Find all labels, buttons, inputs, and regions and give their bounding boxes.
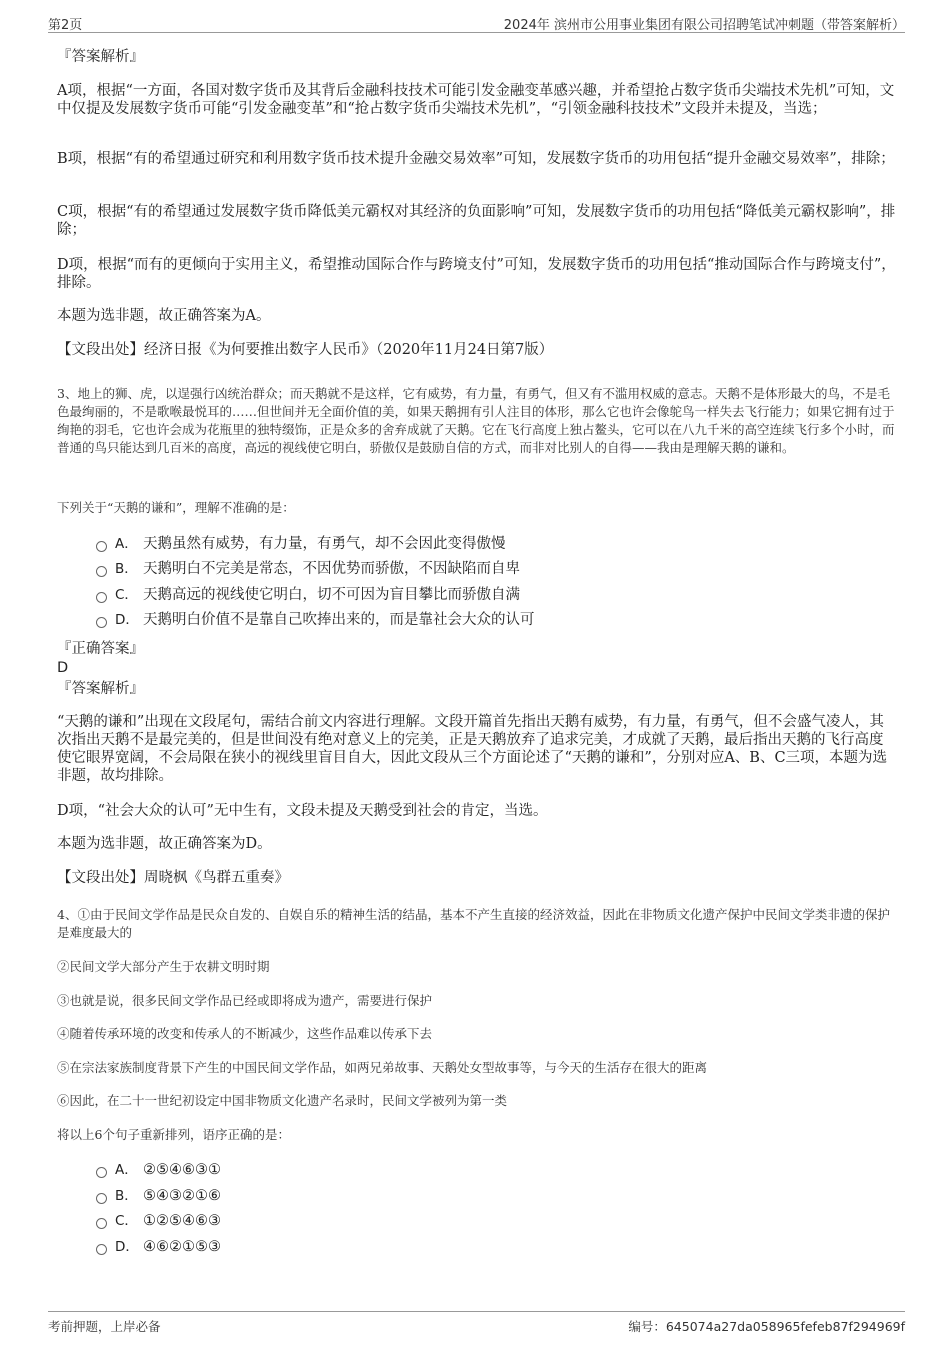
page-header (48, 10, 905, 33)
radio-button[interactable] (96, 1218, 107, 1229)
q4-sentence-3: ③也就是说，很多民间文学作品已经或即将成为遗产，需要进行保护 (57, 993, 433, 1008)
q2-analysis-option-b: B项，根据“有的希望通过研究和利用数字货币技术提升金融交易效率”可知，发展数字货币的功用包括“提升金融交易效率”，排除； (57, 151, 895, 167)
q3-analysis-option-d: D项，“社会大众的认可”无中生有，文段未提及天鹅受到社会的肯定，当选。 (57, 803, 548, 819)
document-code: 编号：645074a27da058965fefeb87f294969f (628, 1319, 905, 1334)
q3-analysis-label: 『答案解析』 (57, 681, 144, 697)
q2-conclusion: 本题为选非题，故正确答案为A。 (57, 308, 271, 324)
q3-analysis-text: “天鹅的谦和”出现在文段尾句，需结合前文内容进行理解。文段开篇首先指出天鹅有威势，有力量，有勇气，但不会盛气凌人，其次指出天鹅不是最完美的，但是世间没有绝对意义上的完美，正是天鹅放弃了追求完美，才成就了天鹅，最后指出天鹅的飞行高度使它眼界宽阔，不会局限在狭小的视线里盲目自大，因此文段从三个方面论述了“天鹅的谦和”，分别对应A、B、C三项，本题为选非题，故均排除。 (57, 714, 888, 784)
q3-question: 下列关于“天鹅的谦和”，理解不准确的是： (57, 500, 295, 515)
q2-analysis-option-d: D项，根据“而有的更倾向于实用主义，希望推动国际合作与跨境支付”可知，发展数字货币的功用包括“推动国际合作与跨境支付”，排除。 (57, 257, 896, 291)
q3-answer: D (57, 660, 69, 676)
q3-option-a[interactable]: A． 天鹅虽然有威势，有力量，有勇气，却不会因此变得傲慢 (96, 534, 506, 554)
radio-button[interactable] (96, 1167, 107, 1178)
radio-button[interactable] (96, 566, 107, 577)
q3-answer-label: 『正确答案』 (57, 641, 144, 657)
q4-option-d[interactable]: D． ④⑥②①⑤③ (96, 1237, 221, 1257)
radio-button[interactable] (96, 1244, 107, 1255)
q2-source: 【文段出处】经济日报《为何要推出数字人民币》（2020年11月24日第7版） (57, 342, 554, 358)
q3-passage: 3、地上的狮、虎，以逞强行凶统治群众；而天鹅就不是这样，它有威势，有力量，有勇气，但又有不滥用权威的意志。天鹅不是体形最大的鸟，不是毛色最绚丽的，不是歌喉最悦耳的……但世间并无全面价值的美，如果天鹅拥有引人注目的体形，那么它也许会像鸵鸟一样失去飞行能力；如果它拥有过于绚艳的羽毛，它也许会成为花瓶里的独特缀饰，正是众多的舍弃成就了天鹅。它在飞行高度上独占鳌头，它可以在八九千米的高空连续飞行多个小时，而普通的鸟只能达到几百米的高度，高远的视线使它明白，骄傲仅是鼓励自信的方式，而非对比别人的自得——我由是理解天鹅的谦和。 (57, 386, 895, 455)
q4-sentence-2: ②民间文学大部分产生于农耕文明时期 (57, 959, 270, 974)
q3-conclusion: 本题为选非题，故正确答案为D。 (57, 836, 272, 852)
q2-analysis-option-a: A项，根据“一方面，各国对数字货币及其背后金融科技技术可能引发金融变革感兴趣，并希望抢占数字货币尖端技术先机”可知，文中仅提及发展数字货币可能“引发金融变革”和“抢占数字货币尖端技术先机”，“引领金融科技技术”文段并未提及，当选； (57, 83, 895, 117)
q3-option-c[interactable]: C． 天鹅高远的视线使它明白，切不可因为盲目攀比而骄傲自满 (96, 585, 520, 605)
radio-button[interactable] (96, 541, 107, 552)
q4-sentence-1: 4、①由于民间文学作品是民众自发的、自娱自乐的精神生活的结晶，基本不产生直接的经济效益，因此在非物质文化遗产保护中民间文学类非遗的保护是难度最大的 (57, 907, 890, 940)
radio-button[interactable] (96, 617, 107, 628)
footer-slogan: 考前押题，上岸必备 (48, 1319, 161, 1334)
q2-analysis-label: 『答案解析』 (57, 49, 144, 65)
q4-question: 将以上6个句子重新排列，语序正确的是： (57, 1127, 290, 1142)
q3-option-d[interactable]: D． 天鹅明白价值不是靠自己吹捧出来的，而是靠社会大众的认可 (96, 610, 535, 630)
radio-button[interactable] (96, 592, 107, 603)
q4-sentence-6: ⑥因此，在二十一世纪初设定中国非物质文化遗产名录时，民间文学被列为第一类 (57, 1093, 508, 1108)
radio-button[interactable] (96, 1193, 107, 1204)
q4-option-c[interactable]: C． ①②⑤④⑥③ (96, 1211, 221, 1231)
q3-source: 【文段出处】周晓枫《鸟群五重奏》 (57, 870, 289, 886)
page-footer (48, 1311, 905, 1342)
document-title: 2024年 滨州市公用事业集团有限公司招聘笔试冲刺题（带答案解析） (503, 18, 905, 33)
q2-analysis-option-c: C项，根据“有的希望通过发展数字货币降低美元霸权对其经济的负面影响”可知，发展数字货币的功用包括“降低美元霸权影响”，排除； (57, 204, 896, 238)
q4-option-b[interactable]: B． ⑤④③②①⑥ (96, 1186, 221, 1206)
q4-sentence-4: ④随着传承环境的改变和传承人的不断减少，这些作品难以传承下去 (57, 1026, 433, 1041)
q4-option-a[interactable]: A． ②⑤④⑥③① (96, 1160, 221, 1180)
q3-option-b[interactable]: B． 天鹅明白不完美是常态，不因优势而骄傲，不因缺陷而自卑 (96, 559, 520, 579)
page-number: 第2页 (48, 18, 83, 33)
q4-sentence-5: ⑤在宗法家族制度背景下产生的中国民间文学作品，如两兄弟故事、天鹅处女型故事等，与今天的生活存在很大的距离 (57, 1060, 708, 1075)
